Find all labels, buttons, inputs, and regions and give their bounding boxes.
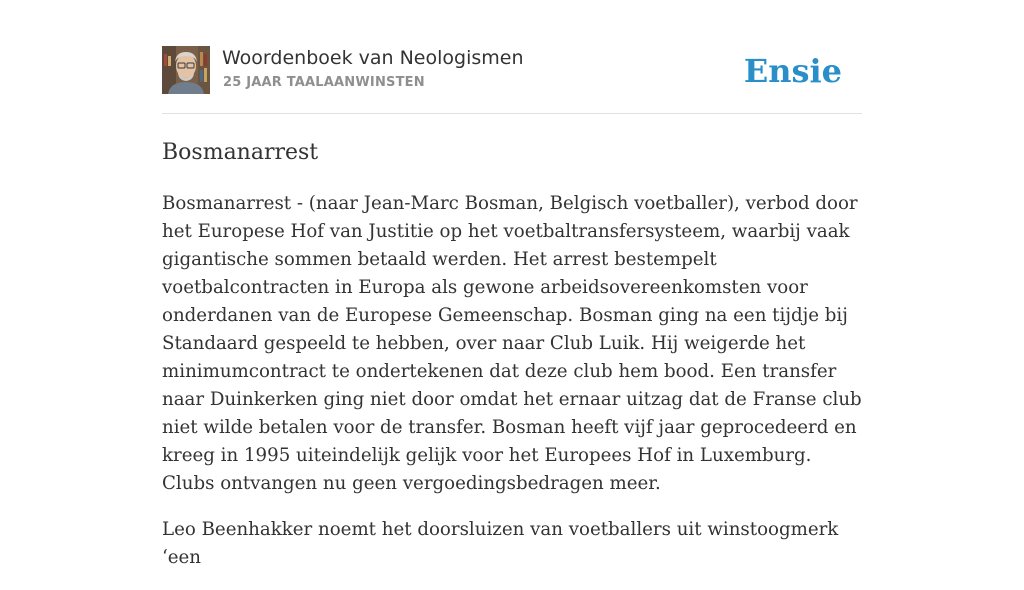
source-name[interactable]: Woordenboek van Neologismen [222, 47, 524, 69]
source-subtitle: 25 JAAR TAALAANWINSTEN [223, 75, 425, 90]
divider [162, 113, 862, 114]
entry-paragraph: Bosmanarrest - (naar Jean-Marc Bosman, Belgisch voetballer), verbod door het Europese Hof van Justitie op het voetbaltransfersysteem, waarbij vaak gigantische sommen betaald werden. Het arrest bestempelt voetbalcontracten in Europa als gewone arbeidsovereenkomsten voor onderdanen van de Europese Gemeenschap. Bosman ging na een tijdje bij Standaard gespeeld te hebben, over naar Club Luik. Hij weigerde het minimumcontract te ondertekenen dat deze club hem bood. Een transfer naar Duinkerken ging niet door omdat het ernaar uitzag dat de Franse club niet wilde betalen voor de transfer. Bosman heeft vijf jaar geprocedeerd en kreeg in 1995 uiteindelijk gelijk voor het Europees Hof in Luxemburg. Clubs ontvangen nu geen vergoedingsbedragen meer. [162, 193, 862, 494]
entry-paragraph: Leo Beenhakker noemt het doorsluizen van voetballers uit winstoogmerk ‘een [162, 519, 839, 568]
source-header [162, 46, 862, 96]
brand-logo[interactable]: Ensie [743, 52, 842, 90]
entry-title: Bosmanarrest [162, 140, 319, 165]
author-portrait-icon [162, 46, 210, 94]
entry-body [162, 190, 862, 590]
avatar[interactable] [162, 46, 210, 94]
